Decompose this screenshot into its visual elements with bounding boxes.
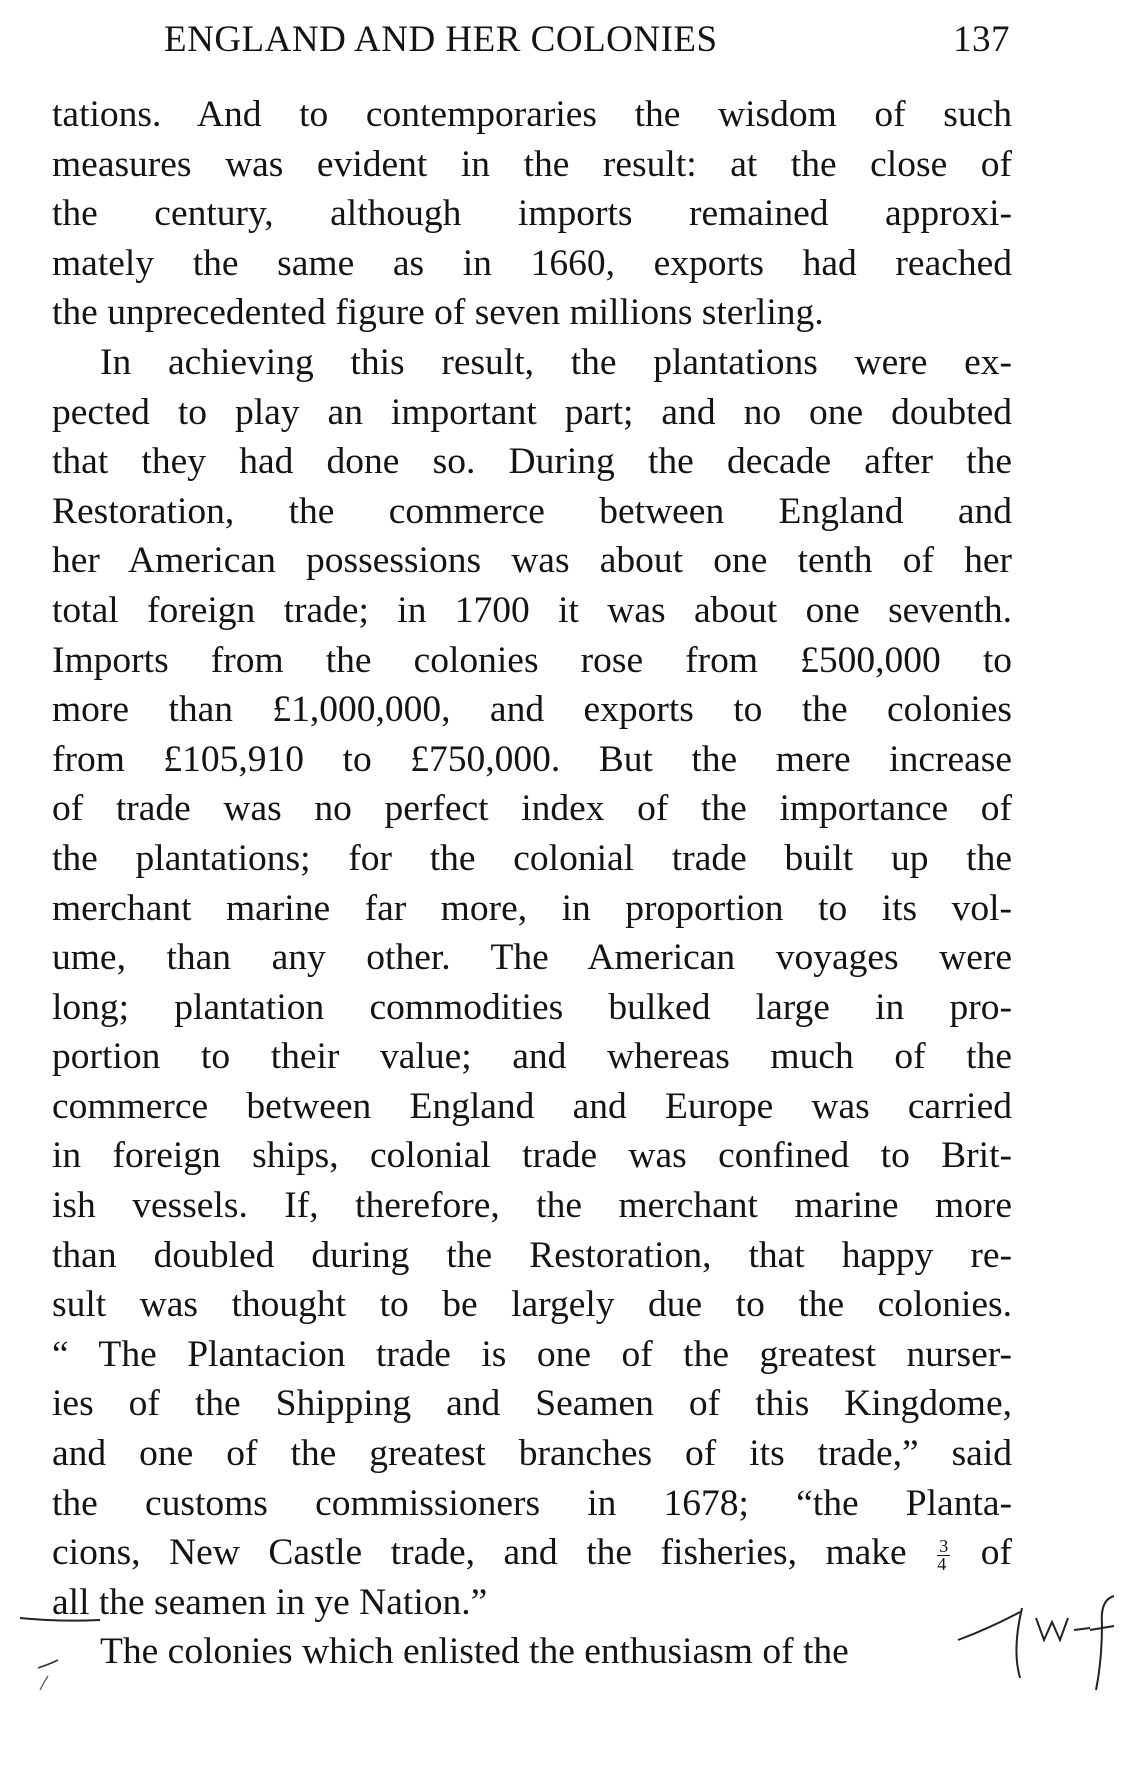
text-line-with-fraction bbox=[52, 1528, 1012, 1578]
text-line: and one of the greatest branches of its trade,” said bbox=[52, 1433, 1012, 1475]
handwritten-annotation-mark bbox=[1090, 1596, 1114, 1690]
text-line: her American possessions was about one tenth of her bbox=[52, 540, 1012, 582]
handwritten-annotation-mark bbox=[1074, 1628, 1090, 1630]
pencil-bracket-mark bbox=[1016, 1608, 1022, 1678]
text-line: Imports from the colonies rose from £500,000 to bbox=[52, 639, 1012, 681]
text-line: long; plantation commodities bulked large in pro- bbox=[52, 986, 1012, 1028]
text-line: the unprecedented figure of seven millions sterling. bbox=[52, 292, 824, 334]
text-line: from £105,910 to £750,000. But the mere increase bbox=[52, 738, 1012, 780]
text-line: “ The Plantacion trade is one of the greatest nurser- bbox=[52, 1333, 1012, 1375]
text-line: that they had done so. During the decade after the bbox=[52, 441, 1012, 483]
text-line: portion to their value; and whereas much of the bbox=[52, 1036, 1012, 1078]
running-head bbox=[54, 14, 1010, 66]
handwritten-annotation-mark bbox=[1036, 1618, 1068, 1640]
text-line: measures was evident in the result: at the close of bbox=[52, 143, 1012, 185]
text-fragment: cions, New Castle trade, and the fisheries, make bbox=[52, 1532, 907, 1574]
text-line: more than £1,000,000, and exports to the colonies bbox=[52, 689, 1012, 731]
text-line: The colonies which enlisted the enthusiasm of the bbox=[100, 1631, 849, 1673]
text-line: mately the same as in 1660, exports had reached bbox=[52, 242, 1012, 284]
text-line: the century, although imports remained approxi- bbox=[52, 193, 1012, 235]
text-fragment: of bbox=[980, 1532, 1012, 1574]
pencil-tick-mark bbox=[40, 1676, 48, 1690]
page-number: 137 bbox=[953, 19, 1010, 60]
text-line: sult was thought to be largely due to the colonies. bbox=[52, 1284, 1012, 1326]
text-line: commerce between England and Europe was carried bbox=[52, 1085, 1012, 1127]
fraction-numerator: 3 bbox=[939, 1536, 949, 1557]
text-line: than doubled during the Restoration, that happy re- bbox=[52, 1234, 1012, 1276]
text-line: ish vessels. If, therefore, the merchant marine more bbox=[52, 1185, 1012, 1227]
text-line: tations. And to contemporaries the wisdom of such bbox=[52, 94, 1012, 135]
text-line: merchant marine far more, in proportion to its vol- bbox=[52, 887, 1012, 929]
running-head-title: ENGLAND AND HER COLONIES bbox=[164, 19, 718, 60]
text-line: pected to play an important part; and no one doubted bbox=[52, 391, 1012, 433]
text-line: In achieving this result, the plantations were ex- bbox=[100, 341, 1012, 383]
text-line: the customs commissioners in 1678; “the Planta- bbox=[52, 1482, 1012, 1524]
text-line: all the seamen in ye Nation.” bbox=[52, 1581, 488, 1623]
text-line: in foreign ships, colonial trade was confined to Brit- bbox=[52, 1135, 1012, 1177]
body-text bbox=[52, 90, 1012, 1677]
text-line: of trade was no perfect index of the importance of bbox=[52, 788, 1012, 830]
text-line: total foreign trade; in 1700 it was about one seventh. bbox=[52, 589, 1012, 631]
text-line: Restoration, the commerce between England and bbox=[52, 490, 1012, 532]
fraction-three-quarters bbox=[937, 1538, 950, 1573]
fraction-denominator: 4 bbox=[937, 1554, 947, 1575]
text-line: ies of the Shipping and Seamen of this Kingdome, bbox=[52, 1383, 1012, 1425]
text-line: ume, than any other. The American voyages were bbox=[52, 937, 1012, 979]
text-line: the plantations; for the colonial trade built up the bbox=[52, 837, 1012, 879]
